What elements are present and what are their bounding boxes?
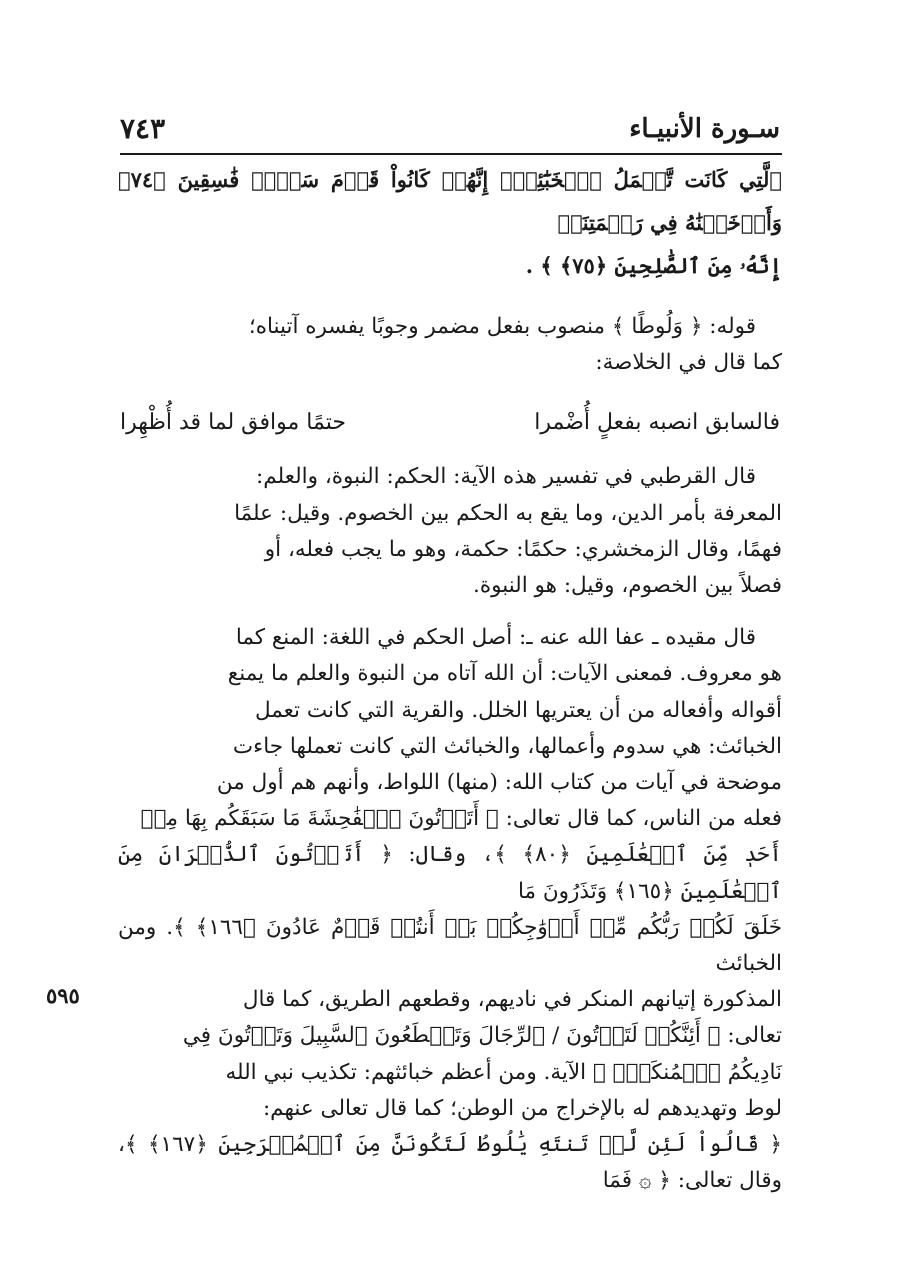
spacer bbox=[118, 287, 782, 309]
text-line: فعله من الناس، كما قال تعالى: ﴿ أَتَأۡتُونَ ٱلۡفَٰحِشَةَ مَا سَبَقَكُم بِهَا مِنۡ bbox=[140, 806, 782, 832]
text-line: المذكورة إتيانهم المنكر في ناديهم، وقطعهم الطريق، كما قال bbox=[242, 987, 782, 1013]
page-number: ٧٤٣ bbox=[120, 112, 166, 145]
text-line: قال القرطبي في تفسير هذه الآية: الحكم: النبوة، والعلم: bbox=[256, 464, 756, 490]
surah-title: سـورة الأنبيـاء bbox=[629, 114, 780, 144]
text-line: فهمًا، وقال الزمخشري: حكمًا: حكمة، وهو ما يجب فعله، أو bbox=[264, 536, 782, 562]
text-line: المعرفة بأمر الدين، وما يقع به الحكم بين الخصوم. وقيل: علمًا bbox=[234, 500, 782, 526]
spacer bbox=[118, 604, 782, 620]
verse-hemistich-first: فالسابق انصبه بفعلٍ أُضْمرا bbox=[534, 410, 780, 436]
paragraph-2 bbox=[118, 459, 782, 604]
paragraph-3 bbox=[118, 620, 782, 1199]
text-line: قوله: ﴿ وَلُوطًا ﴾ منصوب بفعل مضمر وجوبًا يفسره آتيناه؛ bbox=[248, 314, 756, 339]
text-line: نَادِيكُمُ ٱلۡمُنكَرَۖ ﴾ الآية. ومن أعظم خبائثهم: تكذيب نبي الله bbox=[225, 1059, 782, 1085]
text-line: الخبائث: هي سدوم وأعمالها، والخبائث التي كانت تعملها جاءت bbox=[232, 733, 782, 759]
page-header bbox=[120, 112, 780, 148]
paragraph-1 bbox=[118, 309, 782, 381]
text-line: كما قال في الخلاصة: bbox=[595, 350, 782, 376]
header-divider bbox=[120, 153, 782, 155]
text-line: فصلاً بين الخصوم، وقيل: هو النبوة. bbox=[473, 573, 782, 599]
poetry-verse bbox=[118, 403, 782, 443]
text-line: أقواله وأفعاله من أن يعتريها الخلل. والقرية التي كانت تعمل bbox=[254, 697, 782, 723]
text-line: أَحَدٖ مِّنَ ٱلۡعَٰلَمِينَ ﴿٨٠﴾ ﴾، وقال: ﴿ أَتَأۡتُونَ ٱلذُّكۡرَانَ مِنَ ٱلۡعَٰلَمِينَ ﴿١٦٥﴾ وَتَذَرُونَ مَا bbox=[118, 842, 782, 904]
side-page-number: ٥٩٥ bbox=[46, 983, 80, 1008]
text-line: تعالى: ﴿ أَئِنَّكُمۡ لَتَأۡتُونَ / ٱلرِّجَالَ وَتَقۡطَعُونَ ٱلسَّبِيلَ وَتَأۡتُونَ فِي bbox=[182, 1023, 782, 1049]
text-line: قال مقيده ـ عفا الله عنه ـ: أصل الحكم في اللغة: المنع كما bbox=[235, 625, 756, 651]
text-line: لوط وتهديدهم له بالإخراج من الوطن؛ كما قال تعالى عنهم: bbox=[262, 1095, 782, 1121]
quran-line: ٱلَّتِي كَانَت تَّعۡمَلُ ٱلۡخَبَٰٓئِثَۚ إِنَّهُمۡ كَانُواْ قَوۡمَ سَوۡءٖ فَٰسِقِينَ ﴿٧٤﴾ وَأَدۡخَلۡنَٰهُ فِي رَحۡمَتِنَآۖ bbox=[118, 167, 782, 235]
text-line: خَلَقَ لَكُمۡ رَبُّكُم مِّنۡ أَزۡوَٰجِكُمۚ بَلۡ أَنتُمۡ قَوۡمٌ عَادُونَ ﴿١٦٦﴾ ﴾. ومن الخبائث bbox=[118, 914, 783, 977]
verse-hemistich-second: حتمًا موافق لما قد أُظْهِرا bbox=[120, 410, 346, 436]
quran-line: إِنَّهُۥ مِنَ ٱلصَّٰلِحِينَ ﴿٧٥﴾ ﴾ . bbox=[525, 253, 782, 278]
page-body bbox=[118, 158, 782, 1199]
text-line: ﴿ قَالُواْ لَئِن لَّمۡ تَنتَهِ يَٰلُوطُ لَتَكُونَنَّ مِنَ ٱلۡمُخۡرَجِينَ ﴿١٦٧﴾ ﴾، وقال تعالى: ﴿ ۞ فَمَا bbox=[118, 1132, 782, 1194]
text-line: هو معروف. فمعنى الآيات: أن الله آتاه من النبوة والعلم ما يمنع bbox=[227, 661, 782, 687]
spacer bbox=[118, 443, 782, 459]
text-line: موضحة في آيات من كتاب الله: (منها) اللواط، وأنهم هم أول من bbox=[216, 770, 782, 796]
quran-passage-top bbox=[118, 158, 782, 287]
spacer bbox=[118, 381, 782, 403]
